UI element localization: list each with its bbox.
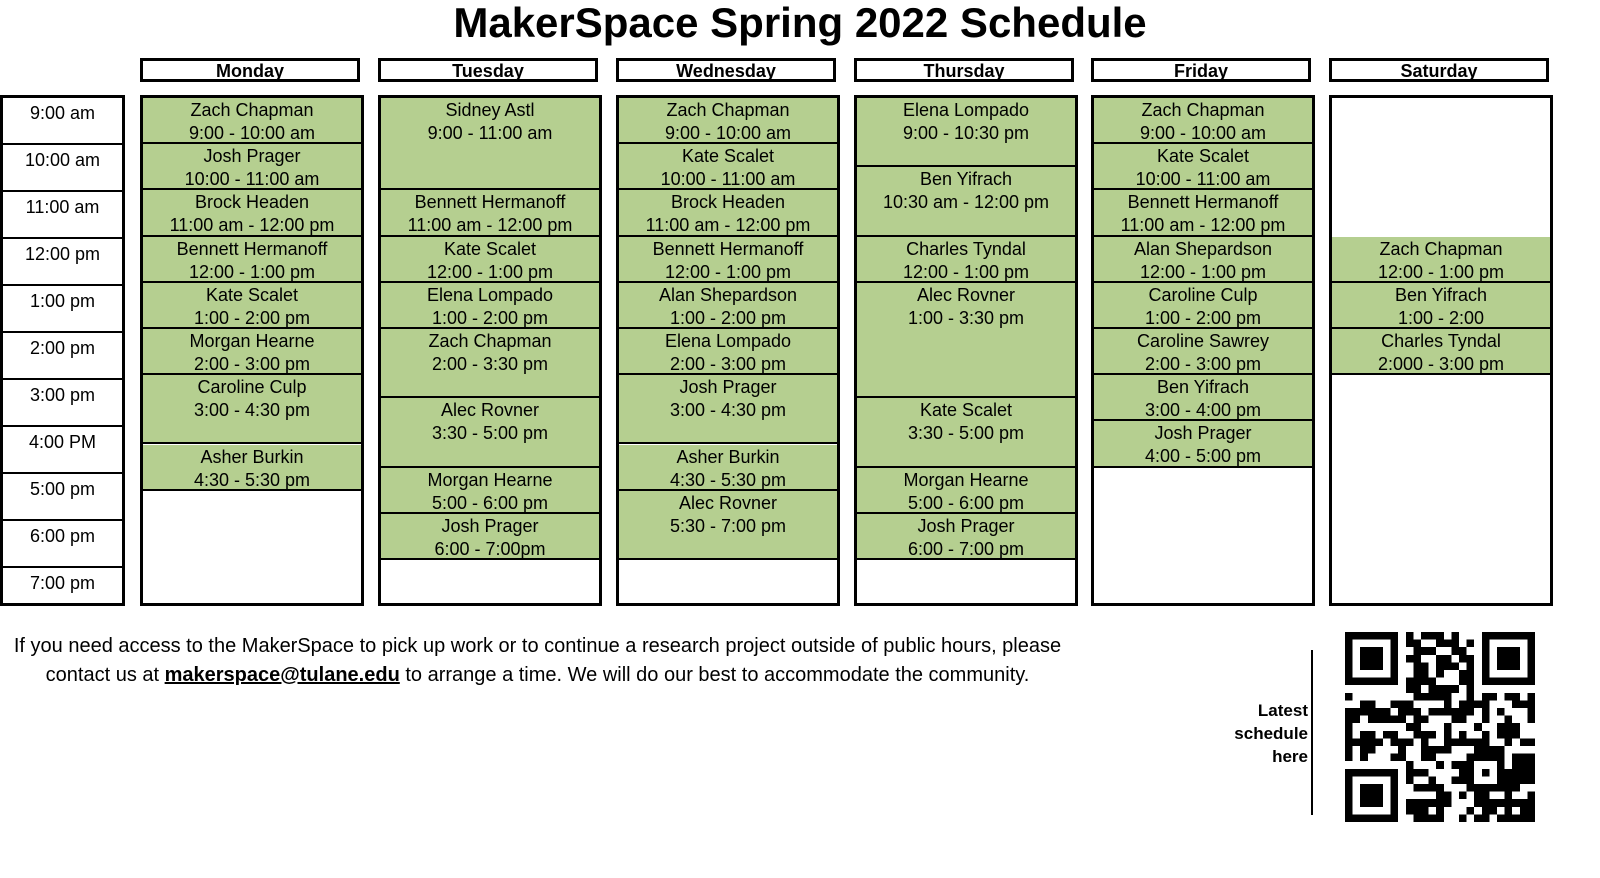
shift-slot <box>381 237 599 283</box>
shift-slot <box>1094 375 1312 421</box>
shift-time: 1:00 - 3:30 pm <box>907 307 1025 328</box>
day-column-tuesday <box>378 95 602 606</box>
shift-staff-name: Bennett Hermanoff <box>1127 192 1279 213</box>
qr-caption-line: schedule <box>1234 724 1308 743</box>
shift-staff-name: Josh Prager <box>679 377 777 398</box>
shift-time: 3:30 - 5:00 pm <box>907 423 1025 444</box>
shift-staff-name: Bennett Hermanoff <box>652 238 804 259</box>
time-label: 4:00 PM <box>3 427 122 474</box>
shift-staff-name: Elena Lompado <box>664 331 792 351</box>
time-label: 11:00 am <box>3 192 122 239</box>
qr-caption-line: Latest <box>1257 701 1308 720</box>
shift-staff-name: Caroline Culp <box>1148 284 1258 305</box>
shift-staff-name: Morgan Hearne <box>903 469 1029 490</box>
shift-time: 1:00 - 2:00 pm <box>1144 307 1262 328</box>
shift-time: 5:00 - 6:00 pm <box>431 492 549 513</box>
shift-staff-name: Brock Headen <box>670 192 786 213</box>
shift-time: 11:00 am - 12:00 pm <box>1120 215 1286 236</box>
shift-slot <box>1332 237 1550 283</box>
shift-slot <box>1094 329 1312 375</box>
shift-staff-name: Josh Prager <box>203 146 301 167</box>
shift-slot <box>619 190 837 236</box>
shift-time: 9:00 - 11:00 am <box>427 123 553 143</box>
access-note <box>0 632 1075 689</box>
shift-staff-name: Morgan Hearne <box>427 469 553 490</box>
shift-time: 9:00 - 10:00 am <box>664 123 792 143</box>
shift-staff-name: Asher Burkin <box>676 446 780 467</box>
access-note-text: If you need access to the MakerSpace to pick up work or to continue a research project outside of public hours, please contact us at <box>13 635 1062 686</box>
shift-slot <box>857 98 1075 167</box>
shift-slot <box>143 237 361 283</box>
shift-time: 5:00 - 6:00 pm <box>907 492 1025 513</box>
shift-slot <box>143 98 361 144</box>
shift-slot <box>857 167 1075 236</box>
shift-slot <box>381 329 599 398</box>
day-column-thursday <box>854 95 1078 606</box>
shift-slot <box>619 329 837 375</box>
time-label: 5:00 pm <box>3 474 122 521</box>
day-header-friday: Friday <box>1091 58 1311 82</box>
shift-time: 12:00 - 1:00 pm <box>1139 261 1267 282</box>
shift-slot <box>1094 144 1312 190</box>
qr-caption-line: here <box>1272 747 1308 766</box>
shift-slot <box>143 329 361 375</box>
shift-slot <box>619 491 837 560</box>
shift-slot <box>857 398 1075 467</box>
shift-slot <box>381 190 599 236</box>
shift-staff-name: Charles Tyndal <box>1381 331 1501 351</box>
shift-slot <box>143 445 361 491</box>
time-label: 1:00 pm <box>3 286 122 333</box>
shift-slot <box>143 283 361 329</box>
shift-time: 2:000 - 3:00 pm <box>1377 354 1505 374</box>
shift-staff-name: Ben Yifrach <box>919 169 1013 190</box>
shift-time: 6:00 - 7:00pm <box>434 538 546 559</box>
shift-staff-name: Kate Scalet <box>919 400 1013 421</box>
shift-staff-name: Kate Scalet <box>1156 146 1250 167</box>
shift-time: 12:00 - 1:00 pm <box>1377 261 1505 282</box>
shift-slot <box>857 283 1075 399</box>
shift-time: 5:30 - 7:00 pm <box>669 515 787 536</box>
shift-time: 3:00 - 4:00 pm <box>1144 400 1262 421</box>
shift-time: 10:30 am - 12:00 pm <box>882 192 1050 213</box>
day-header-monday: Monday <box>140 58 360 82</box>
day-header-thursday: Thursday <box>854 58 1074 82</box>
shift-time: 4:00 - 5:00 pm <box>1144 446 1262 467</box>
shift-slot <box>381 398 599 467</box>
shift-staff-name: Elena Lompado <box>902 100 1030 120</box>
day-header-wednesday: Wednesday <box>616 58 836 82</box>
shift-staff-name: Asher Burkin <box>200 446 304 467</box>
shift-staff-name: Bennett Hermanoff <box>414 192 566 213</box>
time-label: 6:00 pm <box>3 521 122 568</box>
shift-time: 2:00 - 3:30 pm <box>431 354 549 374</box>
shift-staff-name: Josh Prager <box>917 515 1015 536</box>
shift-slot <box>619 445 837 491</box>
shift-slot <box>857 514 1075 560</box>
shift-staff-name: Ben Yifrach <box>1394 284 1488 305</box>
page-title: MakerSpace Spring 2022 Schedule <box>453 0 1147 46</box>
shift-slot <box>1094 283 1312 329</box>
qr-divider <box>1311 650 1313 815</box>
shift-time: 12:00 - 1:00 pm <box>426 261 554 282</box>
shift-time: 2:00 - 3:00 pm <box>193 354 311 374</box>
time-label: 3:00 pm <box>3 380 122 427</box>
shift-time: 11:00 am - 12:00 pm <box>169 215 335 236</box>
shift-slot <box>619 283 837 329</box>
day-column-friday <box>1091 95 1315 606</box>
shift-slot <box>381 514 599 560</box>
shift-slot <box>619 375 837 444</box>
shift-time: 12:00 - 1:00 pm <box>188 261 316 282</box>
shift-slot <box>619 98 837 144</box>
shift-time: 2:00 - 3:00 pm <box>669 354 787 374</box>
shift-time: 11:00 am - 12:00 pm <box>407 215 573 236</box>
shift-staff-name: Elena Lompado <box>426 284 554 305</box>
shift-time: 10:00 - 11:00 am <box>660 169 796 190</box>
shift-staff-name: Bennett Hermanoff <box>176 238 328 259</box>
shift-time: 9:00 - 10:00 am <box>1139 123 1267 143</box>
day-header-tuesday: Tuesday <box>378 58 598 82</box>
shift-slot <box>857 237 1075 283</box>
shift-staff-name: Caroline Culp <box>197 377 307 398</box>
shift-time: 2:00 - 3:00 pm <box>1144 354 1262 374</box>
shift-staff-name: Alan Shepardson <box>658 284 798 305</box>
shift-time: 12:00 - 1:00 pm <box>664 261 792 282</box>
shift-staff-name: Kate Scalet <box>443 238 537 259</box>
shift-staff-name: Sidney Astl <box>445 100 535 120</box>
time-label: 7:00 pm <box>29 573 96 593</box>
day-column-monday <box>140 95 364 606</box>
shift-time: 3:00 - 4:30 pm <box>669 400 787 421</box>
shift-staff-name: Alec Rovner <box>440 400 540 421</box>
shift-time: 1:00 - 2:00 pm <box>193 307 311 328</box>
shift-time: 10:00 - 11:00 am <box>1135 169 1271 190</box>
shift-time: 10:00 - 11:00 am <box>184 169 320 190</box>
shift-slot <box>619 237 837 283</box>
shift-slot <box>1094 98 1312 144</box>
shift-staff-name: Ben Yifrach <box>1156 377 1250 398</box>
shift-time: 1:00 - 2:00 pm <box>431 307 549 328</box>
shift-time: 3:30 - 5:00 pm <box>431 423 549 444</box>
shift-staff-name: Charles Tyndal <box>906 238 1026 259</box>
contact-email-link[interactable]: makerspace@tulane.edu <box>164 663 400 686</box>
shift-time: 9:00 - 10:30 pm <box>902 123 1030 143</box>
time-label: 2:00 pm <box>3 333 122 380</box>
shift-slot <box>1094 190 1312 236</box>
shift-time: 1:00 - 2:00 pm <box>669 307 787 328</box>
shift-staff-name: Kate Scalet <box>205 284 299 305</box>
time-label: 10:00 am <box>3 145 122 192</box>
shift-time: 3:00 - 4:30 pm <box>193 400 311 421</box>
shift-slot <box>1332 283 1550 329</box>
shift-time: 4:30 - 5:30 pm <box>669 469 787 490</box>
day-column-saturday <box>1329 95 1553 606</box>
shift-slot <box>857 468 1075 514</box>
day-header-saturday: Saturday <box>1329 58 1549 82</box>
shift-staff-name: Morgan Hearne <box>189 331 315 351</box>
shift-staff-name: Caroline Sawrey <box>1136 331 1270 351</box>
shift-slot <box>143 144 361 190</box>
shift-slot <box>1094 237 1312 283</box>
shift-staff-name: Kate Scalet <box>681 146 775 167</box>
day-column-wednesday <box>616 95 840 606</box>
shift-slot <box>381 468 599 514</box>
time-label: 12:00 pm <box>3 239 122 286</box>
access-note-text-end: to arrange a time. We will do our best to accommodate the community. <box>399 663 1030 686</box>
shift-staff-name: Zach Chapman <box>190 100 314 120</box>
shift-time: 1:00 - 2:00 <box>1397 307 1485 328</box>
shift-time: 6:00 - 7:00 pm <box>907 538 1025 559</box>
shift-staff-name: Alan Shepardson <box>1133 238 1273 259</box>
time-label: 9:00 am <box>3 98 122 145</box>
shift-slot <box>143 190 361 236</box>
shift-slot <box>381 98 599 190</box>
shift-staff-name: Brock Headen <box>194 192 310 213</box>
qr-code-icon[interactable] <box>1345 632 1535 822</box>
shift-staff-name: Alec Rovner <box>678 492 778 513</box>
shift-slot <box>619 144 837 190</box>
shift-slot <box>1332 329 1550 375</box>
shift-staff-name: Zach Chapman <box>666 100 790 120</box>
shift-staff-name: Zach Chapman <box>1141 100 1265 120</box>
shift-staff-name: Zach Chapman <box>428 331 552 351</box>
shift-slot <box>1094 421 1312 467</box>
shift-staff-name: Zach Chapman <box>1379 238 1503 259</box>
shift-time: 12:00 - 1:00 pm <box>902 261 1030 282</box>
shift-time: 9:00 - 10:00 am <box>188 123 316 143</box>
shift-time: 11:00 am - 12:00 pm <box>645 215 811 236</box>
shift-staff-name: Josh Prager <box>1154 423 1252 444</box>
shift-slot <box>143 375 361 444</box>
time-column <box>0 95 125 606</box>
shift-staff-name: Alec Rovner <box>916 284 1016 305</box>
qr-caption <box>1205 699 1308 768</box>
shift-staff-name: Josh Prager <box>441 515 539 536</box>
shift-time: 4:30 - 5:30 pm <box>193 469 311 490</box>
shift-slot <box>381 283 599 329</box>
